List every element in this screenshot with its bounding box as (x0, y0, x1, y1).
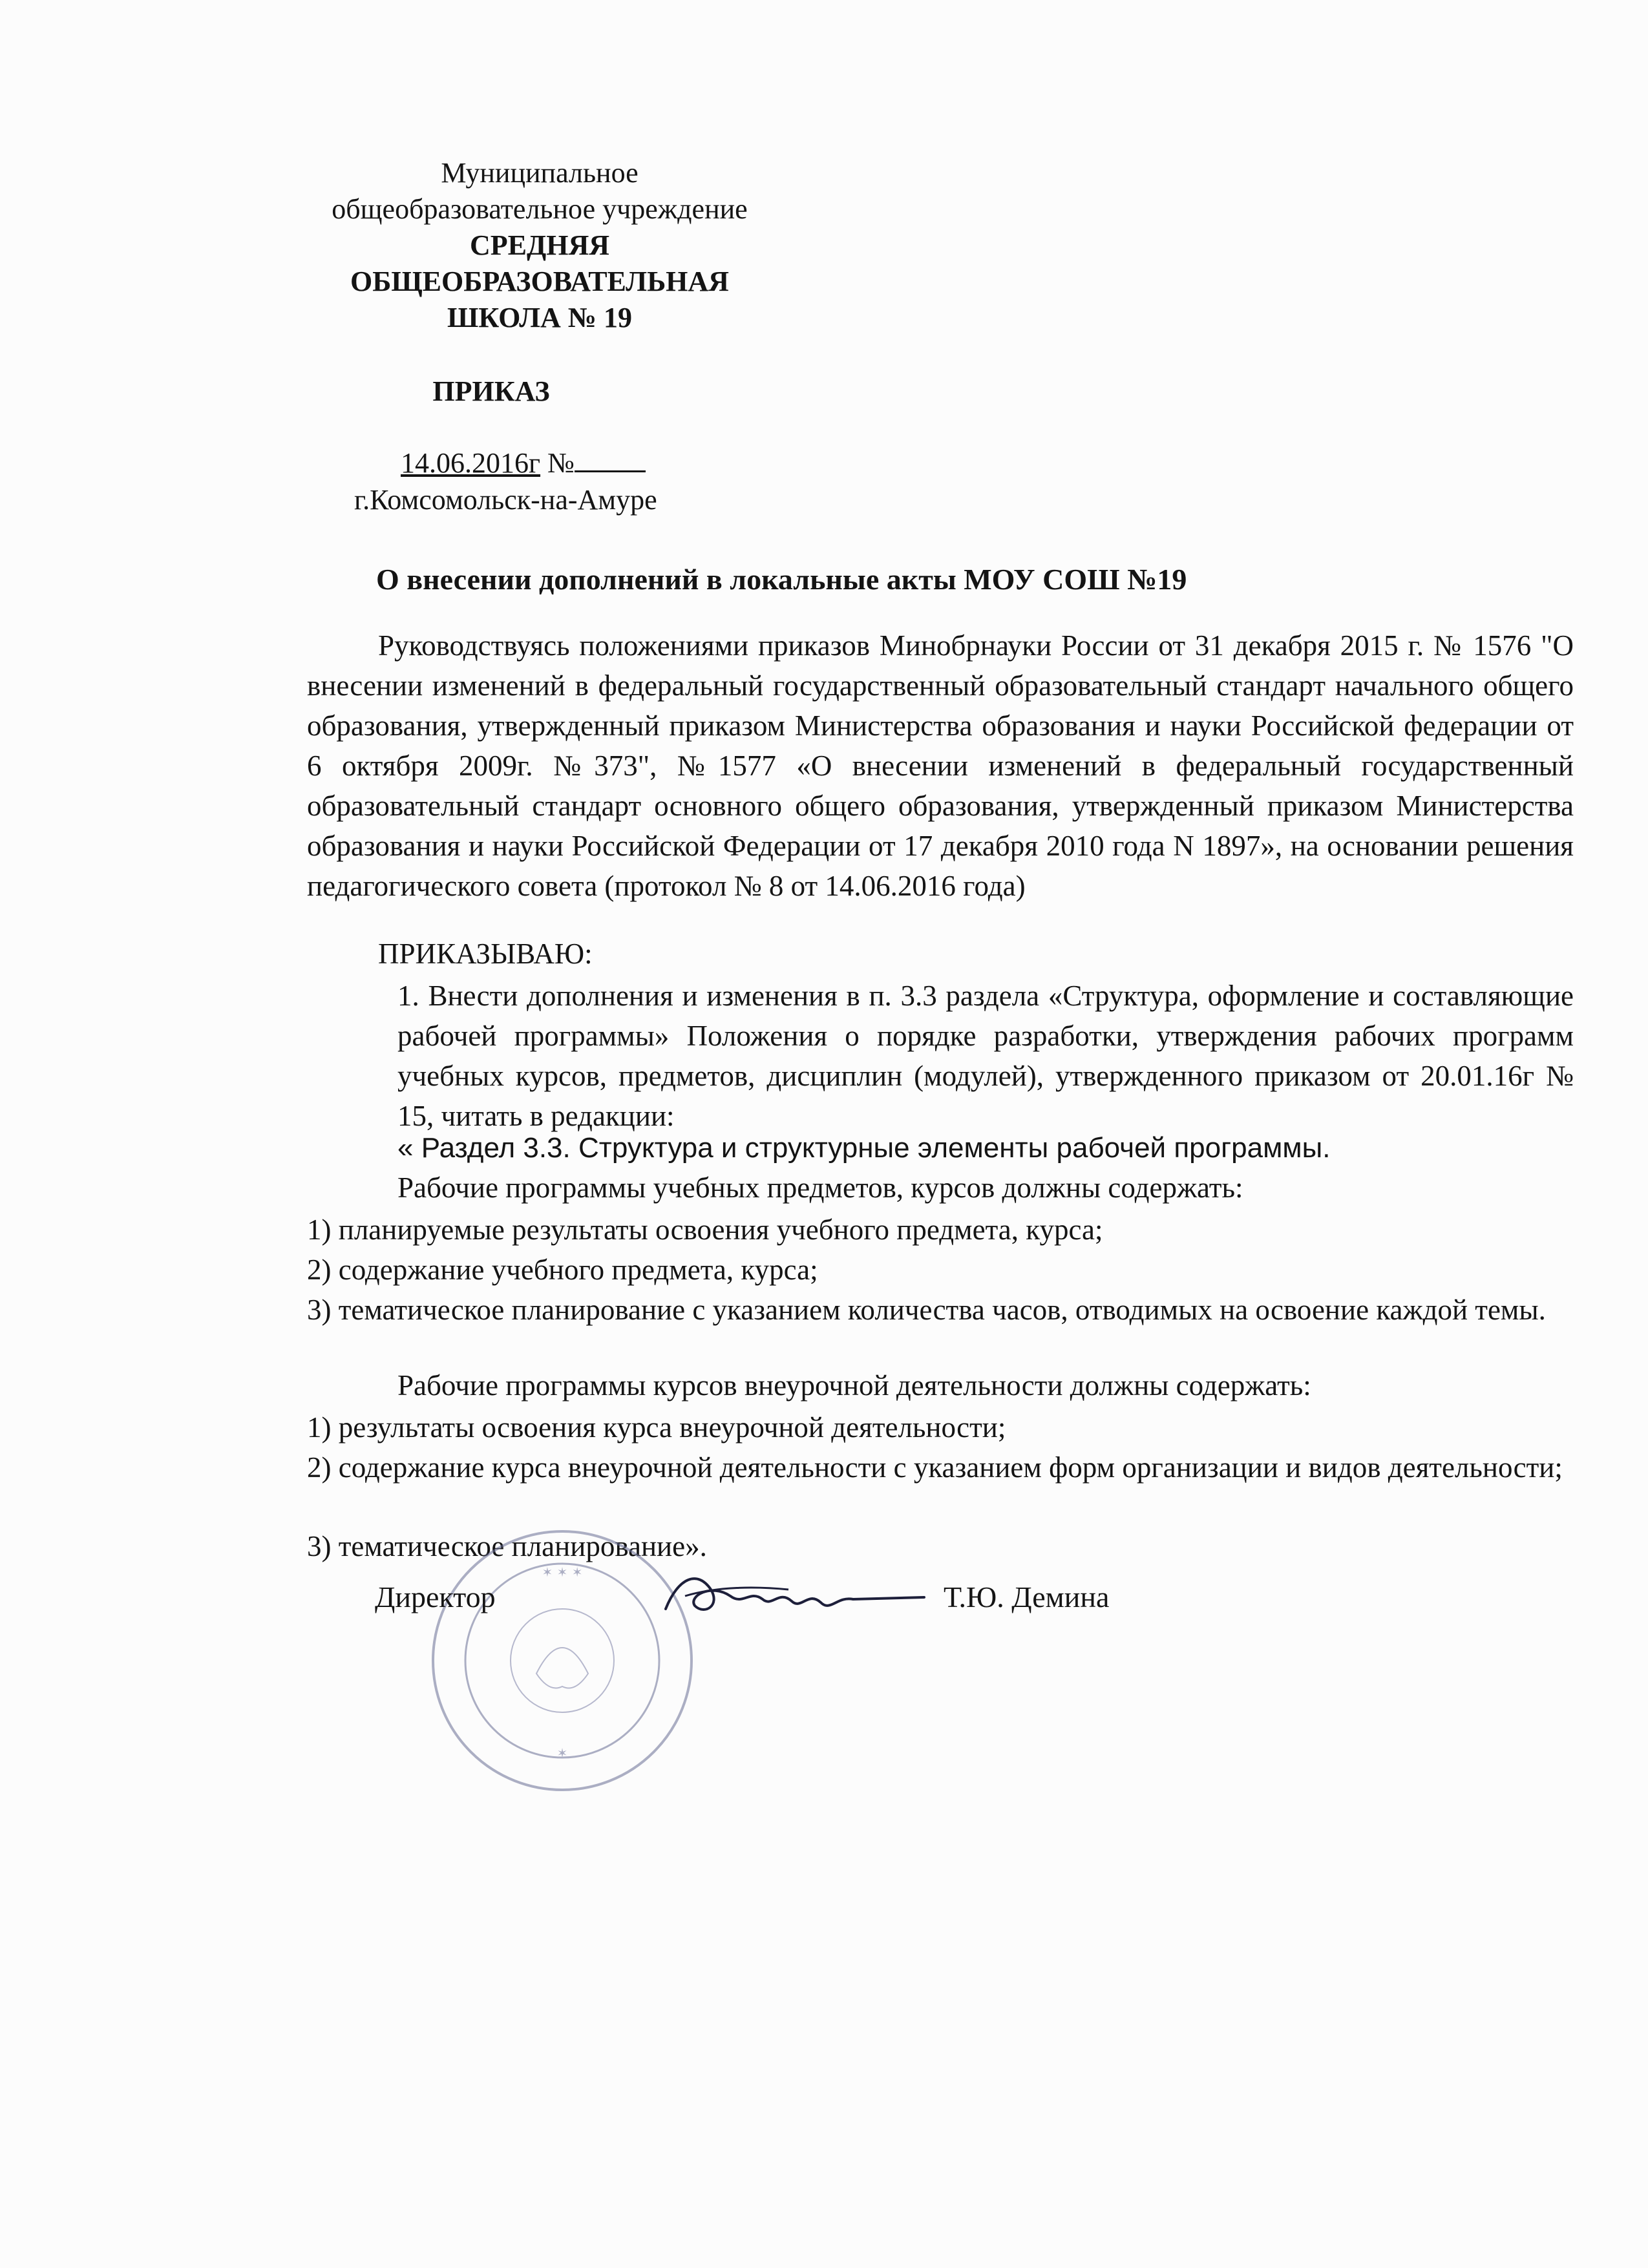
director-signature (659, 1551, 931, 1635)
subjects-intro: Рабочие программы учебных предметов, курсов должны содержать: (397, 1171, 1243, 1204)
section-heading: « Раздел 3.3. Структура и структурные элементы рабочей программы. (397, 1132, 1331, 1164)
order-number-label: № (547, 447, 575, 479)
preamble-paragraph: Руководствуясь положениями приказов Минобрнауки России от 31 декабря 2015 г. № 1576 "О внесении изменений в федеральный государственный образовательный стандарт начального общего образования, утвержденный приказом Министерства образования и науки Российской федерации от 6 октября 2009г. №373", №1577 «О внесении изменений в федеральный государственный образовательный стандарт основного общего образования, утвержденный приказом Министерства образования и науки Российской Федерации от 17 декабря 2010 года N 1897», на основании решения педагогического совета (протокол № 8 от 14.06.2016 года) (307, 629, 1574, 902)
org-line-1: Муниципальное (441, 157, 639, 189)
extra-item-2: 2) содержание курса внеурочной деятельности с указанием форм организации и видов деятельности; (307, 1451, 1563, 1484)
extra-intro: Рабочие программы курсов внеурочной деятельности должны содержать: (397, 1369, 1311, 1402)
order-word: ПРИКАЗЫВАЮ: (378, 938, 593, 970)
subjects-item-2: 2) содержание учебного предмета, курса; (307, 1254, 818, 1286)
order-item-1: 1. Внести дополнения и изменения в п. 3.3 раздела «Структура, оформление и составляющие рабочей программы» Положения о порядке разработки, утверждения рабочих программ учебных курсов, предметов, дисциплин (модулей), утвержденного приказом от 20.01.16г № 15, читать в редакции: (397, 980, 1574, 1132)
order-number-blank (575, 445, 646, 472)
subjects-item-3: 3) тематическое планирование с указанием количества часов, отводимых на освоение каждой темы. (307, 1294, 1546, 1326)
signature-name: Т.Ю. Демина (944, 1580, 1110, 1613)
city: г.Комсомольск-на-Амуре (354, 484, 657, 516)
org-line-3: СРЕДНЯЯ (469, 229, 610, 261)
subjects-item-1: 1) планируемые результаты освоения учебного предмета, курса; (307, 1213, 1103, 1246)
org-line-2: общеобразовательное учреждение (332, 193, 748, 225)
signature-position: Директор (375, 1580, 496, 1613)
doc-type: ПРИКАЗ (432, 375, 550, 407)
order-date: 14.06.2016г (401, 447, 541, 479)
extra-item-1: 1) результаты освоения курса внеурочной деятельности; (307, 1411, 1006, 1444)
extra-item-3: 3) тематическое планирование». (307, 1530, 707, 1562)
org-line-5: ШКОЛА № 19 (447, 302, 632, 333)
svg-text:✶: ✶ (556, 1745, 568, 1761)
date-line (401, 445, 646, 479)
svg-text:✶ ✶ ✶: ✶ ✶ ✶ (542, 1564, 583, 1580)
official-stamp (427, 1525, 698, 1796)
org-line-4: ОБЩЕОБРАЗОВАТЕЛЬНАЯ (350, 266, 729, 297)
order-subject: О внесении дополнений в локальные акты МОУ СОШ №19 (376, 563, 1187, 596)
